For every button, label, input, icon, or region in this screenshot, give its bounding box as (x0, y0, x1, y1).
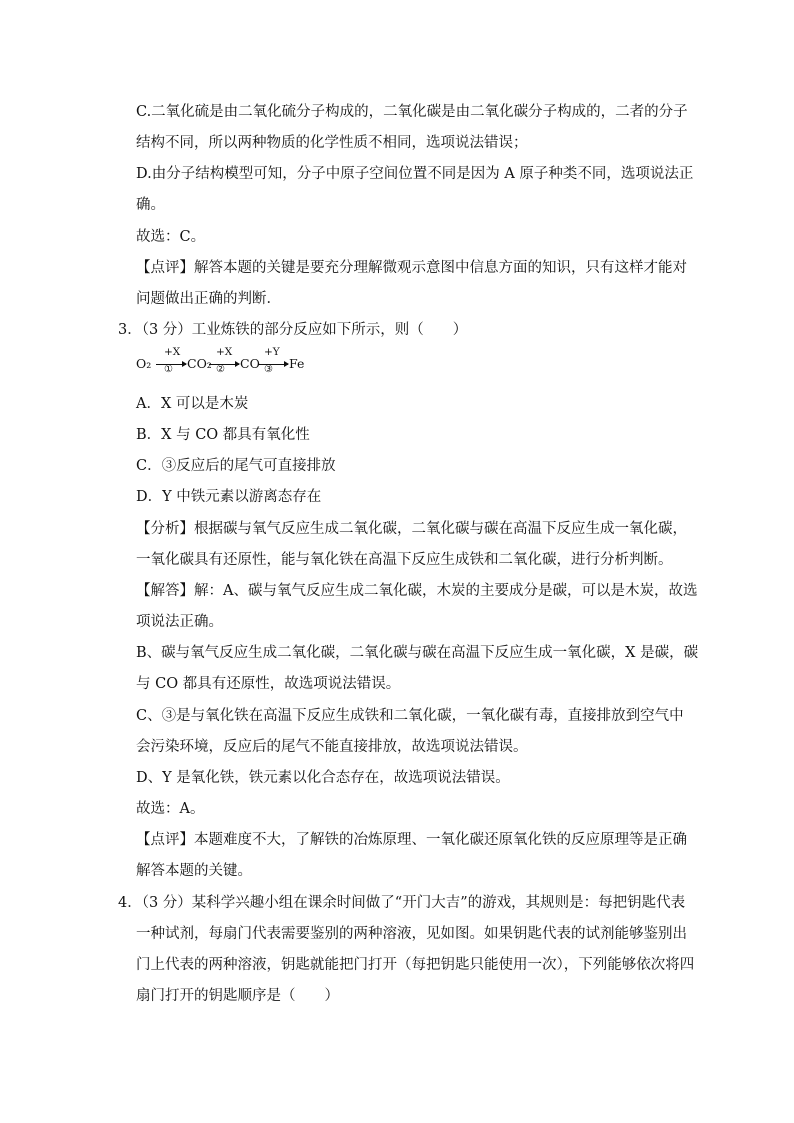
comment-line: 【点评】本题难度不大，了解铁的冶炼原理、一氧化碳还原氧化铁的反应原理等是正确 (136, 832, 687, 848)
option-b: B．X 与 CO 都具有氧化性 (136, 427, 310, 443)
text-line: 问题做出正确的判断． (136, 291, 281, 307)
question-4-line: 扇门打开的钥匙顺序是（ ） (136, 988, 339, 1004)
chain-reagent-2: +X (216, 346, 233, 358)
chain-reagent-1: +X (164, 346, 181, 358)
analysis-line: 一氧化碳具有还原性，能与氧化铁在高温下反应生成铁和二氧化碳，进行分析判断。 (136, 552, 673, 568)
chain-o2: O₂ (136, 356, 152, 371)
option-c: C．③反应后的尾气可直接排放 (136, 458, 336, 474)
chain-step-1: ① (164, 364, 173, 375)
solution-line: 项说法正确。 (136, 614, 223, 630)
text-line: 确。 (136, 197, 165, 213)
comment-line: 解答本题的关键。 (136, 863, 252, 879)
text-line: 【点评】解答本题的关键是要充分理解微观示意图中信息方面的知识，只有这样才能对 (136, 260, 687, 276)
question-4-line: 门上代表的两种溶液，钥匙就能把门打开（每把钥匙只能使用一次），下列能够依次将四 (136, 957, 695, 973)
text-line: 故选：C。 (136, 229, 206, 245)
solution-line: 与 CO 都具有还原性，故选项说法错误。 (136, 676, 401, 692)
chain-step-2: ② (216, 364, 225, 375)
chain-fe: Fe (289, 356, 305, 371)
solution-line: 故选：A。 (136, 801, 205, 817)
text-line: 结构不同，所以两种物质的化学性质不相同，选项说法错误； (136, 135, 528, 151)
chain-step-3: ③ (264, 364, 273, 375)
solution-line: 会污染环境，反应后的尾气不能直接排放，故选项说法错误。 (136, 739, 528, 755)
option-a: A．X 可以是木炭 (136, 396, 249, 412)
solution-line: 【解答】解：A、碳与氧气反应生成二氧化碳，木炭的主要成分是碳，可以是木炭，故选 (136, 583, 698, 599)
analysis-line: 【分析】根据碳与氧气反应生成二氧化碳，二氧化碳与碳在高温下反应生成一氧化碳， (136, 521, 687, 537)
option-d: D．Y 中铁元素以游离态存在 (136, 489, 322, 505)
question-4-stem: 4．（3 分）某科学兴趣小组在课余时间做了“开门大吉”的游戏，其规则是：每把钥匙代表 (118, 895, 686, 911)
text-line: D.由分子结构模型可知，分子中原子空间位置不同是因为 A 原子种类不同，选项说法正 (136, 166, 694, 182)
reaction-chain (136, 346, 436, 380)
text-line: C.二氧化硫是由二氧化硫分子构成的，二氧化碳是由二氧化碳分子构成的，二者的分子 (136, 104, 688, 120)
chain-co: CO (240, 356, 260, 371)
chain-reagent-3: +Y (264, 346, 280, 358)
solution-line: C、③是与氧化铁在高温下反应生成铁和二氧化碳，一氧化碳有毒，直接排放到空气中 (136, 708, 684, 724)
question-3-stem: 3．（3 分）工业炼铁的部分反应如下所示，则（ ） (118, 322, 468, 338)
chain-co2: CO₂ (187, 356, 212, 371)
solution-line: B、碳与氧气反应生成二氧化碳，二氧化碳与碳在高温下反应生成一氧化碳，X 是碳，碳 (136, 645, 699, 661)
arrow-icon (258, 364, 288, 365)
question-4-line: 一种试剂，每扇门代表需要鉴别的两种溶液，见如图。如果钥匙代表的试剂能够鉴别出 (136, 926, 687, 942)
solution-line: D、Y 是氧化铁，铁元素以化合态存在，故选项说法错误。 (136, 770, 510, 786)
